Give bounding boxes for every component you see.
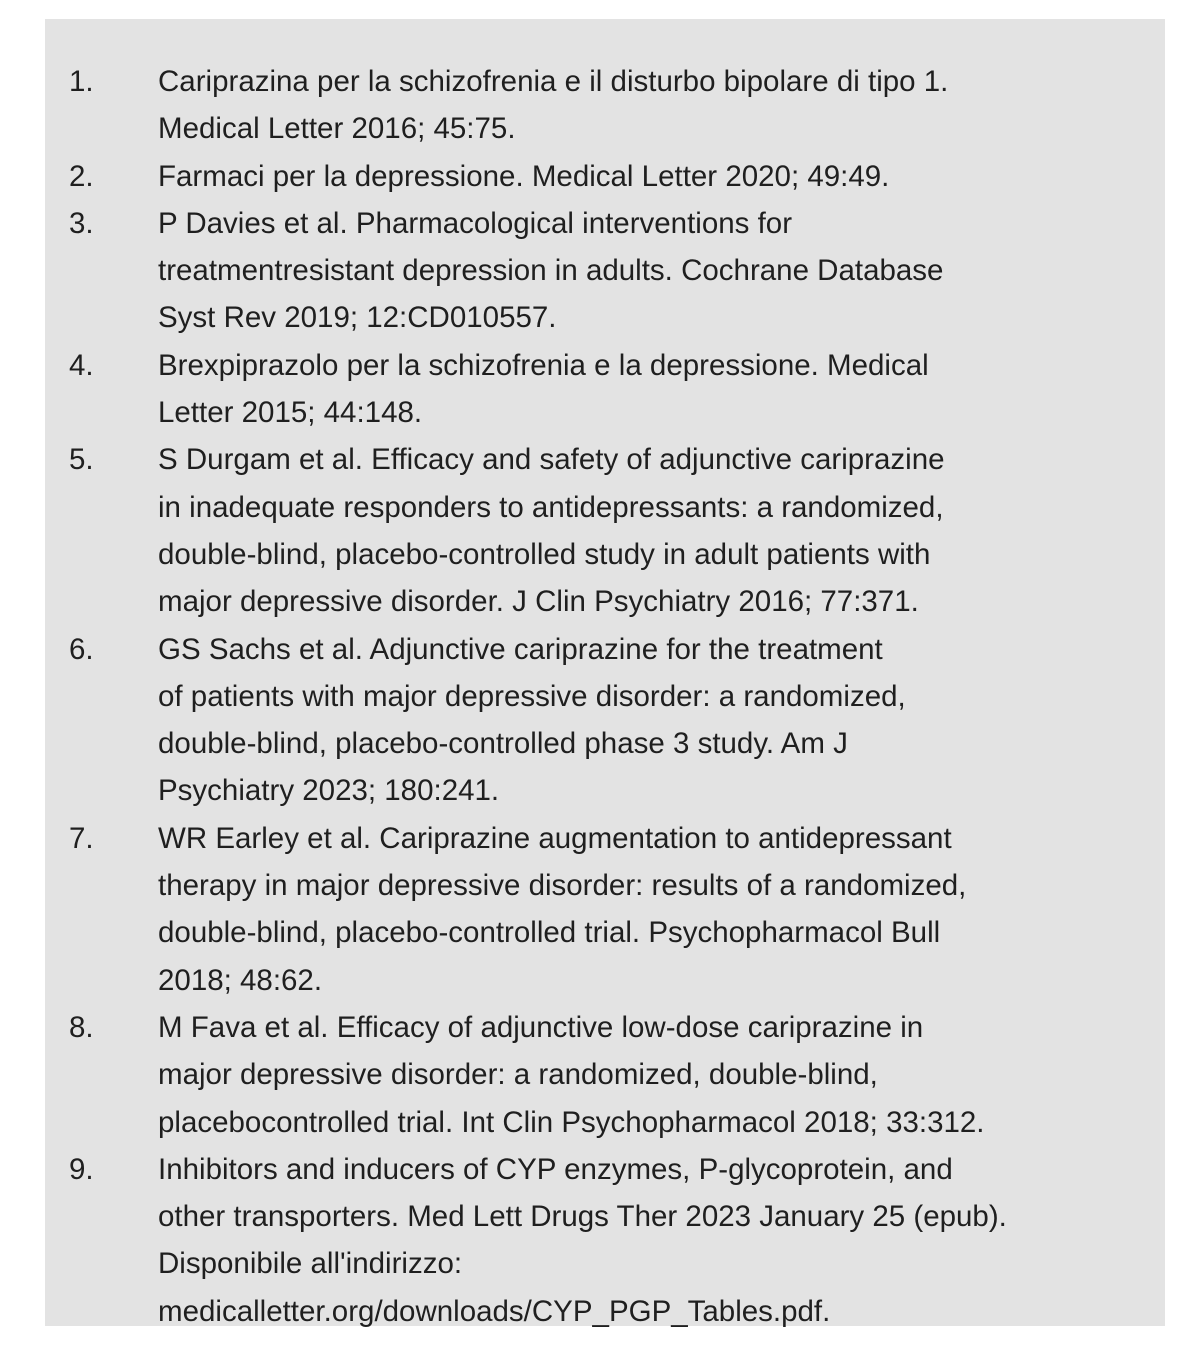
reference-item-7 bbox=[45, 815, 1165, 1004]
reference-item-1 bbox=[45, 58, 1165, 153]
reference-item-5 bbox=[45, 436, 1165, 625]
reference-text: S Durgam et al. Efficacy and safety of adjunctive cariprazine in inadequate responders to antidepressants: a randomized, double-blind, placebo-controlled study in adult patients with major depressive disorder. J Clin Psychiatry 2016; 77:371. bbox=[158, 443, 945, 619]
reference-text: WR Earley et al. Cariprazine augmentation to antidepressant therapy in major depressive disorder: results of a randomized, double-blind, placebo-controlled trial. Psychopharmacol Bull 2018; 48:62. bbox=[158, 821, 967, 997]
reference-text: Inhibitors and inducers of CYP enzymes, P-glycoprotein, and other transporters. Med Lett Drugs Ther 2023 January 25 (epub). Disponibile all'indirizzo: medicalletter.org/downloads/CYP_PGP_Tables.pdf. bbox=[158, 1152, 1007, 1328]
reference-text: Farmaci per la depressione. Medical Letter 2020; 49:49. bbox=[158, 159, 890, 193]
references-panel bbox=[45, 19, 1165, 1326]
reference-item-9 bbox=[45, 1146, 1165, 1335]
reference-number: 4. bbox=[69, 348, 94, 382]
reference-text: M Fava et al. Efficacy of adjunctive low-dose cariprazine in major depressive disorder: a randomized, double-blind, placebocontrolled trial. Int Clin Psychopharmacol 2018; 33:312. bbox=[158, 1010, 985, 1139]
reference-text: Cariprazina per la schizofrenia e il disturbo bipolare di tipo 1. Medical Letter 2016; 45:75. bbox=[158, 65, 949, 146]
reference-item-2 bbox=[45, 153, 1165, 200]
reference-number: 7. bbox=[69, 821, 94, 855]
reference-item-6 bbox=[45, 626, 1165, 815]
references-list bbox=[45, 58, 1165, 1335]
reference-number: 2. bbox=[69, 159, 94, 193]
reference-text: GS Sachs et al. Adjunctive cariprazine for the treatment of patients with major depressive disorder: a randomized, double-blind, placebo-controlled phase 3 study. Am J Psychiatry 2023; 180:241. bbox=[158, 632, 906, 808]
reference-item-4 bbox=[45, 342, 1165, 437]
reference-text: P Davies et al. Pharmacological interventions for treatmentresistant depression in adults. Cochrane Database Syst Rev 2019; 12:CD010557. bbox=[158, 206, 944, 335]
reference-item-3 bbox=[45, 200, 1165, 342]
reference-number: 6. bbox=[69, 632, 94, 666]
reference-text: Brexpiprazolo per la schizofrenia e la depressione. Medical Letter 2015; 44:148. bbox=[158, 348, 929, 430]
reference-number: 9. bbox=[69, 1152, 94, 1186]
reference-number: 8. bbox=[69, 1010, 94, 1044]
reference-number: 3. bbox=[69, 206, 94, 240]
reference-number: 5. bbox=[69, 443, 94, 477]
reference-item-8 bbox=[45, 1004, 1165, 1146]
reference-number: 1. bbox=[69, 65, 94, 98]
